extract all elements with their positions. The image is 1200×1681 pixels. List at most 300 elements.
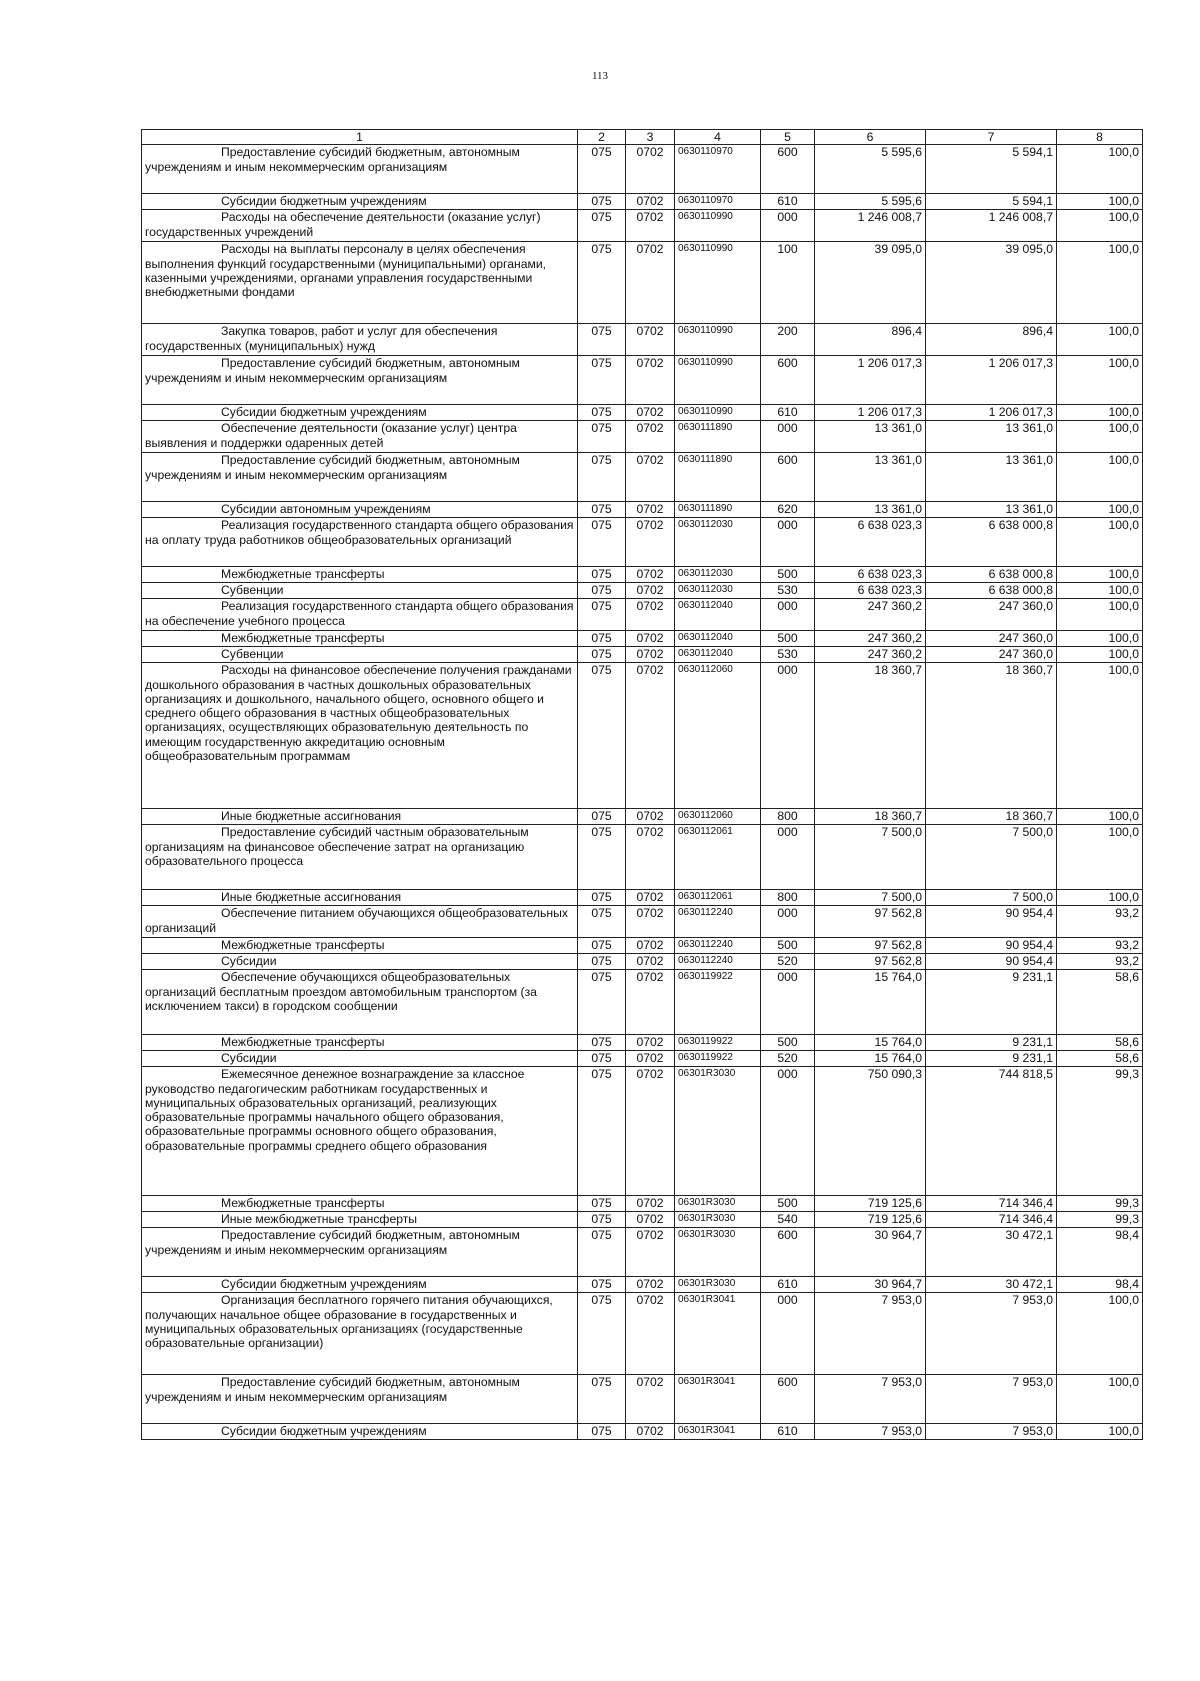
- column-header: 1: [142, 130, 578, 145]
- row-name: Субсидии: [142, 954, 578, 970]
- cell-c5: 600: [761, 356, 815, 405]
- cell-c6: 18 360,7: [815, 809, 926, 825]
- cell-c7: 18 360,7: [926, 663, 1057, 809]
- row-name: Иные бюджетные ассигнования: [142, 890, 578, 906]
- cell-c5: 000: [761, 1293, 815, 1375]
- cell-c8: 58,6: [1057, 1051, 1143, 1067]
- table-row: [142, 1424, 1143, 1440]
- cell-c5: 520: [761, 954, 815, 970]
- cell-c8: 100,0: [1057, 567, 1143, 583]
- cell-c2: 075: [578, 356, 626, 405]
- table-row: [142, 145, 1143, 194]
- cell-c2: 075: [578, 518, 626, 567]
- table-row: [142, 1375, 1143, 1424]
- cell-c7: 744 818,5: [926, 1067, 1057, 1196]
- table-row: [142, 1277, 1143, 1293]
- cell-c3: 0702: [626, 906, 675, 938]
- cell-c3: 0702: [626, 1424, 675, 1440]
- cell-c4: 0630112060: [675, 809, 761, 825]
- cell-c3: 0702: [626, 194, 675, 210]
- cell-c5: 500: [761, 631, 815, 647]
- cell-c2: 075: [578, 1375, 626, 1424]
- cell-c7: 7 500,0: [926, 890, 1057, 906]
- column-header: 7: [926, 130, 1057, 145]
- cell-c4: 0630110990: [675, 356, 761, 405]
- cell-c4: 0630112030: [675, 518, 761, 567]
- cell-c4: 06301R3041: [675, 1293, 761, 1375]
- cell-c4: 0630112240: [675, 954, 761, 970]
- table-row: [142, 970, 1143, 1035]
- cell-c2: 075: [578, 1293, 626, 1375]
- cell-c8: 100,0: [1057, 663, 1143, 809]
- cell-c4: 0630112061: [675, 890, 761, 906]
- cell-c7: 6 638 000,8: [926, 567, 1057, 583]
- table-row: [142, 210, 1143, 242]
- cell-c3: 0702: [626, 356, 675, 405]
- row-name: Субсидии: [142, 1051, 578, 1067]
- cell-c5: 000: [761, 599, 815, 631]
- cell-c7: 30 472,1: [926, 1228, 1057, 1277]
- table-row: [142, 1067, 1143, 1196]
- column-header: 3: [626, 130, 675, 145]
- cell-c4: 0630112240: [675, 906, 761, 938]
- cell-c3: 0702: [626, 1212, 675, 1228]
- table-row: [142, 906, 1143, 938]
- cell-c7: 247 360,0: [926, 647, 1057, 663]
- cell-c2: 075: [578, 567, 626, 583]
- cell-c3: 0702: [626, 1035, 675, 1051]
- cell-c3: 0702: [626, 1067, 675, 1196]
- cell-c4: 0630112060: [675, 663, 761, 809]
- cell-c2: 075: [578, 1196, 626, 1212]
- row-name: Межбюджетные трансферты: [142, 631, 578, 647]
- table-row: [142, 405, 1143, 421]
- table-row: [142, 1196, 1143, 1212]
- table-row: [142, 324, 1143, 356]
- cell-c2: 075: [578, 242, 626, 324]
- cell-c8: 98,4: [1057, 1228, 1143, 1277]
- cell-c6: 97 562,8: [815, 954, 926, 970]
- cell-c8: 100,0: [1057, 210, 1143, 242]
- table-row: [142, 631, 1143, 647]
- cell-c8: 93,2: [1057, 954, 1143, 970]
- table-row: [142, 1228, 1143, 1277]
- cell-c4: 0630112040: [675, 647, 761, 663]
- cell-c5: 620: [761, 502, 815, 518]
- row-name: Иные межбюджетные трансферты: [142, 1212, 578, 1228]
- cell-c4: 0630119922: [675, 1035, 761, 1051]
- cell-c2: 075: [578, 1035, 626, 1051]
- column-header: 6: [815, 130, 926, 145]
- table-row: [142, 663, 1143, 809]
- cell-c4: 06301R3030: [675, 1067, 761, 1196]
- cell-c2: 075: [578, 405, 626, 421]
- cell-c2: 075: [578, 825, 626, 890]
- cell-c5: 530: [761, 647, 815, 663]
- table-row: [142, 453, 1143, 502]
- cell-c3: 0702: [626, 453, 675, 502]
- cell-c8: 100,0: [1057, 242, 1143, 324]
- cell-c5: 610: [761, 1424, 815, 1440]
- cell-c3: 0702: [626, 583, 675, 599]
- cell-c5: 610: [761, 405, 815, 421]
- cell-c5: 600: [761, 1228, 815, 1277]
- cell-c7: 714 346,4: [926, 1212, 1057, 1228]
- cell-c6: 7 500,0: [815, 825, 926, 890]
- cell-c8: 100,0: [1057, 583, 1143, 599]
- column-header: 8: [1057, 130, 1143, 145]
- cell-c7: 1 206 017,3: [926, 405, 1057, 421]
- cell-c6: 30 964,7: [815, 1277, 926, 1293]
- cell-c8: 100,0: [1057, 518, 1143, 567]
- cell-c8: 100,0: [1057, 890, 1143, 906]
- cell-c6: 7 953,0: [815, 1293, 926, 1375]
- cell-c6: 15 764,0: [815, 1051, 926, 1067]
- cell-c3: 0702: [626, 809, 675, 825]
- cell-c8: 93,2: [1057, 906, 1143, 938]
- row-name: Расходы на финансовое обеспечение получения гражданами дошкольного образования в частных дошкольных образовательных организациях и дошкольного, начального общего, основного общего и среднего общего образования в частных общеобразовательных организациях, осуществляющих образовательную деятельность по имеющим государственную аккредитацию основным общеобразовательным программам: [142, 663, 578, 809]
- cell-c6: 719 125,6: [815, 1196, 926, 1212]
- row-name: Субсидии бюджетным учреждениям: [142, 1424, 578, 1440]
- cell-c5: 600: [761, 145, 815, 194]
- cell-c7: 5 594,1: [926, 194, 1057, 210]
- cell-c2: 075: [578, 194, 626, 210]
- cell-c8: 100,0: [1057, 1375, 1143, 1424]
- cell-c8: 58,6: [1057, 970, 1143, 1035]
- cell-c5: 000: [761, 970, 815, 1035]
- cell-c4: 0630112030: [675, 567, 761, 583]
- cell-c6: 247 360,2: [815, 647, 926, 663]
- cell-c4: 06301R3041: [675, 1375, 761, 1424]
- cell-c5: 540: [761, 1212, 815, 1228]
- table-row: [142, 647, 1143, 663]
- cell-c7: 7 953,0: [926, 1424, 1057, 1440]
- cell-c3: 0702: [626, 502, 675, 518]
- row-name: Субсидии бюджетным учреждениям: [142, 194, 578, 210]
- table-row: [142, 242, 1143, 324]
- cell-c8: 100,0: [1057, 421, 1143, 453]
- cell-c5: 200: [761, 324, 815, 356]
- cell-c8: 100,0: [1057, 453, 1143, 502]
- cell-c4: 06301R3030: [675, 1228, 761, 1277]
- cell-c3: 0702: [626, 1375, 675, 1424]
- row-name: Обеспечение питанием обучающихся общеобразовательных организаций: [142, 906, 578, 938]
- cell-c3: 0702: [626, 518, 675, 567]
- cell-c3: 0702: [626, 938, 675, 954]
- row-name: Межбюджетные трансферты: [142, 1196, 578, 1212]
- cell-c7: 247 360,0: [926, 599, 1057, 631]
- table-row: [142, 518, 1143, 567]
- cell-c3: 0702: [626, 890, 675, 906]
- cell-c7: 6 638 000,8: [926, 583, 1057, 599]
- cell-c2: 075: [578, 1277, 626, 1293]
- cell-c3: 0702: [626, 324, 675, 356]
- cell-c4: 0630110990: [675, 210, 761, 242]
- cell-c7: 30 472,1: [926, 1277, 1057, 1293]
- table-row: [142, 954, 1143, 970]
- column-header: 2: [578, 130, 626, 145]
- row-name: Предоставление субсидий бюджетным, автономным учреждениям и иным некоммерческим организациям: [142, 356, 578, 405]
- cell-c4: 06301R3041: [675, 1424, 761, 1440]
- cell-c3: 0702: [626, 1293, 675, 1375]
- table-row: [142, 583, 1143, 599]
- cell-c6: 18 360,7: [815, 663, 926, 809]
- cell-c3: 0702: [626, 1277, 675, 1293]
- cell-c4: 06301R3030: [675, 1212, 761, 1228]
- cell-c5: 520: [761, 1051, 815, 1067]
- cell-c4: 0630110990: [675, 405, 761, 421]
- row-name: Межбюджетные трансферты: [142, 1035, 578, 1051]
- column-header: 5: [761, 130, 815, 145]
- cell-c7: 247 360,0: [926, 631, 1057, 647]
- row-name: Субвенции: [142, 647, 578, 663]
- cell-c3: 0702: [626, 242, 675, 324]
- cell-c6: 5 595,6: [815, 194, 926, 210]
- cell-c8: 100,0: [1057, 1293, 1143, 1375]
- cell-c6: 1 246 008,7: [815, 210, 926, 242]
- cell-c8: 100,0: [1057, 1424, 1143, 1440]
- cell-c7: 5 594,1: [926, 145, 1057, 194]
- cell-c6: 896,4: [815, 324, 926, 356]
- column-header: 4: [675, 130, 761, 145]
- cell-c5: 610: [761, 194, 815, 210]
- cell-c6: 750 090,3: [815, 1067, 926, 1196]
- cell-c6: 1 206 017,3: [815, 405, 926, 421]
- cell-c8: 100,0: [1057, 809, 1143, 825]
- cell-c6: 97 562,8: [815, 938, 926, 954]
- cell-c5: 100: [761, 242, 815, 324]
- cell-c2: 075: [578, 938, 626, 954]
- cell-c8: 100,0: [1057, 647, 1143, 663]
- table-row: [142, 1212, 1143, 1228]
- header-row: [142, 130, 1143, 145]
- cell-c8: 93,2: [1057, 938, 1143, 954]
- cell-c3: 0702: [626, 970, 675, 1035]
- cell-c6: 7 953,0: [815, 1424, 926, 1440]
- cell-c3: 0702: [626, 145, 675, 194]
- cell-c6: 5 595,6: [815, 145, 926, 194]
- cell-c4: 0630112040: [675, 631, 761, 647]
- table-row: [142, 502, 1143, 518]
- cell-c5: 500: [761, 938, 815, 954]
- cell-c6: 247 360,2: [815, 631, 926, 647]
- table-row: [142, 825, 1143, 890]
- cell-c2: 075: [578, 1228, 626, 1277]
- cell-c7: 896,4: [926, 324, 1057, 356]
- cell-c5: 500: [761, 1196, 815, 1212]
- cell-c6: 13 361,0: [815, 421, 926, 453]
- row-name: Организация бесплатного горячего питания обучающихся, получающих начальное общее образование в государственных и муниципальных образовательных организациях (государственные образовательные организации): [142, 1293, 578, 1375]
- cell-c4: 0630110990: [675, 242, 761, 324]
- cell-c2: 075: [578, 1212, 626, 1228]
- row-name: Субсидии бюджетным учреждениям: [142, 405, 578, 421]
- cell-c4: 0630110970: [675, 145, 761, 194]
- cell-c3: 0702: [626, 647, 675, 663]
- cell-c2: 075: [578, 502, 626, 518]
- cell-c6: 15 764,0: [815, 970, 926, 1035]
- cell-c4: 0630112030: [675, 583, 761, 599]
- cell-c2: 075: [578, 583, 626, 599]
- cell-c8: 100,0: [1057, 825, 1143, 890]
- row-name: Расходы на выплаты персоналу в целях обеспечения выполнения функций государственными (муниципальными) органами, казенными учреждениями, органами управления государственными внебюджетными фондами: [142, 242, 578, 324]
- cell-c7: 39 095,0: [926, 242, 1057, 324]
- cell-c5: 600: [761, 453, 815, 502]
- cell-c8: 100,0: [1057, 356, 1143, 405]
- table-row: [142, 890, 1143, 906]
- table-row: [142, 599, 1143, 631]
- cell-c3: 0702: [626, 1228, 675, 1277]
- cell-c6: 719 125,6: [815, 1212, 926, 1228]
- cell-c5: 000: [761, 421, 815, 453]
- cell-c6: 1 206 017,3: [815, 356, 926, 405]
- cell-c4: 0630119922: [675, 970, 761, 1035]
- row-name: Предоставление субсидий бюджетным, автономным учреждениям и иным некоммерческим организациям: [142, 145, 578, 194]
- cell-c7: 13 361,0: [926, 502, 1057, 518]
- cell-c5: 000: [761, 1067, 815, 1196]
- cell-c4: 0630111890: [675, 421, 761, 453]
- cell-c5: 500: [761, 567, 815, 583]
- cell-c3: 0702: [626, 1196, 675, 1212]
- row-name: Предоставление субсидий бюджетным, автономным учреждениям и иным некоммерческим организациям: [142, 1228, 578, 1277]
- row-name: Закупка товаров, работ и услуг для обеспечения государственных (муниципальных) нужд: [142, 324, 578, 356]
- cell-c7: 1 206 017,3: [926, 356, 1057, 405]
- cell-c6: 7 500,0: [815, 890, 926, 906]
- row-name: Ежемесячное денежное вознаграждение за классное руководство педагогическим работникам государственных и муниципальных образовательных организаций, реализующих образовательные программы начального общего образования, образовательные программы основного общего образования, образовательные программы среднего общего образования: [142, 1067, 578, 1196]
- cell-c2: 075: [578, 954, 626, 970]
- cell-c8: 98,4: [1057, 1277, 1143, 1293]
- cell-c7: 1 246 008,7: [926, 210, 1057, 242]
- cell-c2: 075: [578, 906, 626, 938]
- cell-c8: 99,3: [1057, 1067, 1143, 1196]
- cell-c2: 075: [578, 647, 626, 663]
- cell-c7: 90 954,4: [926, 954, 1057, 970]
- cell-c5: 500: [761, 1035, 815, 1051]
- cell-c8: 100,0: [1057, 631, 1143, 647]
- cell-c8: 99,3: [1057, 1196, 1143, 1212]
- cell-c3: 0702: [626, 825, 675, 890]
- cell-c5: 000: [761, 906, 815, 938]
- cell-c6: 39 095,0: [815, 242, 926, 324]
- cell-c2: 075: [578, 1424, 626, 1440]
- row-name: Реализация государственного стандарта общего образования на обеспечение учебного процесса: [142, 599, 578, 631]
- cell-c8: 99,3: [1057, 1212, 1143, 1228]
- cell-c7: 714 346,4: [926, 1196, 1057, 1212]
- cell-c7: 13 361,0: [926, 421, 1057, 453]
- cell-c4: 06301R3030: [675, 1196, 761, 1212]
- cell-c6: 6 638 023,3: [815, 518, 926, 567]
- cell-c4: 0630112240: [675, 938, 761, 954]
- cell-c2: 075: [578, 631, 626, 647]
- cell-c6: 6 638 023,3: [815, 583, 926, 599]
- cell-c5: 000: [761, 663, 815, 809]
- cell-c7: 7 953,0: [926, 1293, 1057, 1375]
- table-row: [142, 938, 1143, 954]
- cell-c7: 9 231,1: [926, 1051, 1057, 1067]
- cell-c8: 100,0: [1057, 194, 1143, 210]
- cell-c2: 075: [578, 663, 626, 809]
- cell-c2: 075: [578, 970, 626, 1035]
- cell-c2: 075: [578, 599, 626, 631]
- table-row: [142, 1293, 1143, 1375]
- cell-c2: 075: [578, 210, 626, 242]
- cell-c4: 0630110990: [675, 324, 761, 356]
- cell-c5: 000: [761, 518, 815, 567]
- cell-c5: 530: [761, 583, 815, 599]
- cell-c4: 0630111890: [675, 453, 761, 502]
- cell-c6: 13 361,0: [815, 502, 926, 518]
- cell-c5: 610: [761, 1277, 815, 1293]
- row-name: Субсидии бюджетным учреждениям: [142, 1277, 578, 1293]
- table-row: [142, 356, 1143, 405]
- cell-c3: 0702: [626, 567, 675, 583]
- cell-c4: 0630112040: [675, 599, 761, 631]
- cell-c5: 600: [761, 1375, 815, 1424]
- row-name: Межбюджетные трансферты: [142, 938, 578, 954]
- cell-c8: 100,0: [1057, 502, 1143, 518]
- row-name: Межбюджетные трансферты: [142, 567, 578, 583]
- cell-c2: 075: [578, 890, 626, 906]
- cell-c5: 000: [761, 210, 815, 242]
- table-row: [142, 809, 1143, 825]
- cell-c8: 100,0: [1057, 599, 1143, 631]
- budget-table: [141, 129, 1143, 1440]
- cell-c4: 0630110970: [675, 194, 761, 210]
- cell-c4: 0630111890: [675, 502, 761, 518]
- cell-c2: 075: [578, 1067, 626, 1196]
- row-name: Субсидии автономным учреждениям: [142, 502, 578, 518]
- table-row: [142, 1051, 1143, 1067]
- cell-c8: 100,0: [1057, 145, 1143, 194]
- cell-c7: 9 231,1: [926, 970, 1057, 1035]
- row-name: Расходы на обеспечение деятельности (оказание услуг) государственных учреждений: [142, 210, 578, 242]
- cell-c5: 800: [761, 809, 815, 825]
- cell-c6: 7 953,0: [815, 1375, 926, 1424]
- cell-c7: 7 953,0: [926, 1375, 1057, 1424]
- cell-c5: 000: [761, 825, 815, 890]
- row-name: Предоставление субсидий бюджетным, автономным учреждениям и иным некоммерческим организациям: [142, 453, 578, 502]
- cell-c4: 0630119922: [675, 1051, 761, 1067]
- cell-c7: 9 231,1: [926, 1035, 1057, 1051]
- cell-c3: 0702: [626, 663, 675, 809]
- cell-c7: 6 638 000,8: [926, 518, 1057, 567]
- row-name: Субвенции: [142, 583, 578, 599]
- cell-c8: 100,0: [1057, 405, 1143, 421]
- table-row: [142, 421, 1143, 453]
- cell-c8: 100,0: [1057, 324, 1143, 356]
- cell-c2: 075: [578, 324, 626, 356]
- cell-c7: 90 954,4: [926, 938, 1057, 954]
- table-row: [142, 194, 1143, 210]
- row-name: Иные бюджетные ассигнования: [142, 809, 578, 825]
- cell-c2: 075: [578, 809, 626, 825]
- table-row: [142, 567, 1143, 583]
- cell-c3: 0702: [626, 954, 675, 970]
- cell-c5: 800: [761, 890, 815, 906]
- row-name: Реализация государственного стандарта общего образования на оплату труда работников общеобразовательных организаций: [142, 518, 578, 567]
- cell-c7: 90 954,4: [926, 906, 1057, 938]
- cell-c3: 0702: [626, 210, 675, 242]
- cell-c8: 58,6: [1057, 1035, 1143, 1051]
- cell-c6: 247 360,2: [815, 599, 926, 631]
- cell-c3: 0702: [626, 421, 675, 453]
- page-number: 113: [591, 70, 609, 82]
- cell-c7: 7 500,0: [926, 825, 1057, 890]
- row-name: Предоставление субсидий частным образовательным организациям на финансовое обеспечение затрат на организацию образовательного процесса: [142, 825, 578, 890]
- cell-c6: 6 638 023,3: [815, 567, 926, 583]
- cell-c7: 13 361,0: [926, 453, 1057, 502]
- cell-c7: 18 360,7: [926, 809, 1057, 825]
- cell-c4: 0630112061: [675, 825, 761, 890]
